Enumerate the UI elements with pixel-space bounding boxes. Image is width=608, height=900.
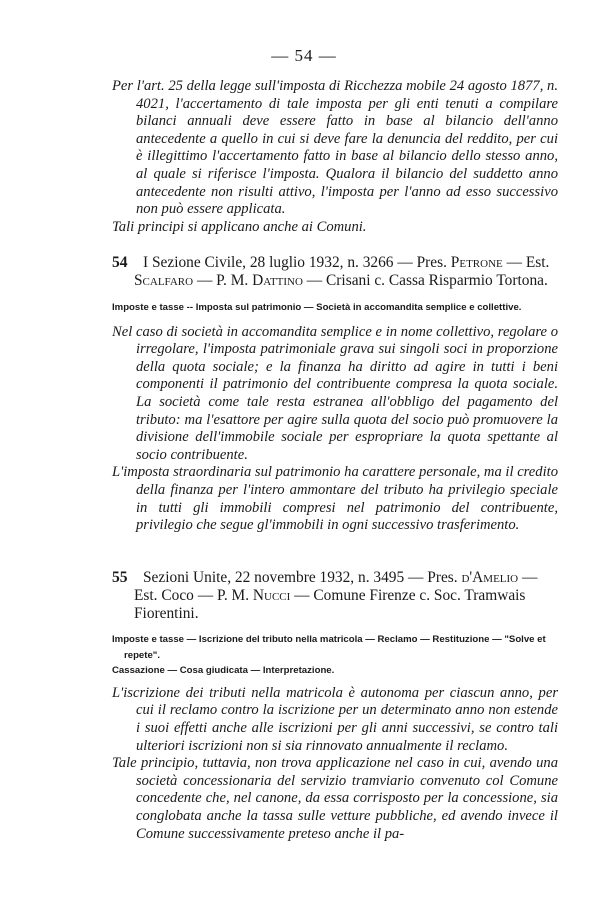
case-citation: I Sezione Civile, 28 luglio 1932, n. 3266 — Pres. Petrone — Est. Scalfaro — P. M. Dattino — Crisani c. Cassa Risparmio Tortona. — [134, 254, 550, 289]
case-number: 55 — [112, 569, 128, 586]
case-keywords-secondary: Cassazione — Cosa giudicata — Interpretazione. — [112, 665, 335, 677]
estensore-name: Coco — [161, 587, 194, 604]
intro-closing: Tali principi si applicano anche ai Comuni. — [112, 218, 367, 235]
case-54-header — [112, 254, 558, 290]
case-number: 54 — [112, 254, 128, 271]
maxim-paragraph: Tale principio, tuttavia, non trova applicazione nel caso in cui, avendo una società concessionaria del servizio tramviario convenuto col Comune concedente che, nel canone, da essa corrisposto per la concessione, sia conglobata anche la tassa sulle vetture pubbliche, ed avendo invece il Comune successivamente preteso anche il pa- — [112, 755, 558, 842]
page-number: — 54 — — [271, 46, 337, 65]
case-55 — [112, 569, 558, 843]
case-keywords: Imposte e tasse -- Imposta sul patrimonio — Società in accomandita semplice e collettive. — [112, 302, 522, 313]
case-55-header — [112, 569, 558, 623]
pm-name: Dattino — [252, 272, 303, 289]
case-54 — [112, 254, 558, 535]
president-name: Petrone — [450, 254, 503, 271]
case-maxims — [112, 685, 558, 843]
estensore-name: Scalfaro — [134, 272, 194, 289]
pm-name: Nucci — [252, 587, 291, 604]
maxim-paragraph: Nel caso di società in accomandita semplice e in nome collettivo, regolare o irregolare, l'imposta patrimoniale grava sui singoli soci in proporzione della quota sociale; e la finanza ha diritto ad agire in tutti i beni componenti il patrimonio del contribuente compresa la quota sociale. La società come tale resta estranea all'obbligo del pagamento del tributo: ma l'esattore per agire sulla quota del socio può promuovere la divisione dell'immobile sociale per espropriare la quota spettante al socio contribuente. — [112, 323, 558, 463]
maxim-paragraph: L'imposta straordinaria sul patrimonio ha carattere personale, ma il credito della finanza per l'intero ammontare del tributo ha privilegio speciale in tutti gli immobili compresi nel patrimonio del contribuente, privilegio che segue gl'immobili in ogni successivo trasferimento. — [112, 464, 558, 534]
case-keywords: Imposte e tasse — Iscrizione del tributo nella matricola — Reclamo — Restituzione — "Solve et repete". — [112, 634, 546, 661]
case-maxims — [112, 324, 558, 535]
case-citation: Sezioni Unite, 22 novembre 1932, n. 3495 — Pres. d'Amelio — Est. Coco — P. M. Nucci — Comune Firenze c. Soc. Tramwais Fiorentini. — [134, 569, 538, 622]
maxim-paragraph: L'iscrizione dei tributi nella matricola è autonoma per ciascun anno, per cui il reclamo contro la iscrizione per un determinato anno non estende i suoi effetti anche alle iscrizioni per gli anni successivi, se contro tali ulteriori iscrizioni non si sia rinnovato annualmente il reclamo. — [112, 684, 558, 754]
intro-paragraph: Per l'art. 25 della legge sull'imposta di Ricchezza mobile 24 agosto 1877, n. 4021, l'accertamento di tale imposta per gli enti tenuti a compilare bilanci annuali deve essere fatto in base al bilancio dell'anno antecedente a quello in cui si deve fare la denuncia del reddito, per cui è illegittimo l'accertamento fatto in base al bilancio dello stesso anno, al quale si riferisce l'imposta. Qualora il bilancio del suddetto anno antecedente non risulti attivo, l'imposta per l'anno ad esso successivo non può essere applicata. — [112, 78, 558, 218]
intro-section — [112, 78, 558, 236]
president-name: d'Amelio — [461, 569, 519, 586]
